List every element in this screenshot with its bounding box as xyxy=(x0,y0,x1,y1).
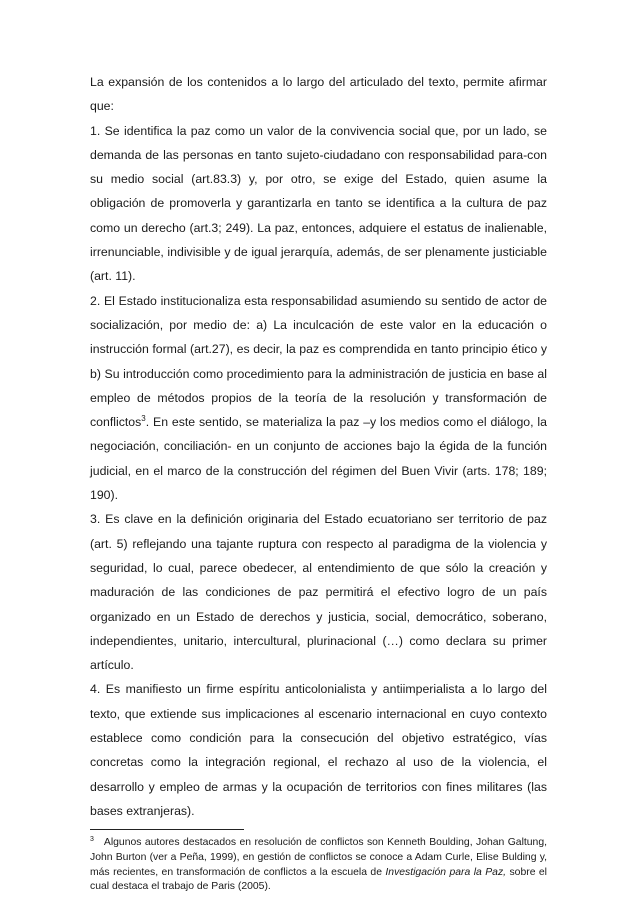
footnote-text-after: sobre el cual destaca el trabajo de Paris (2005). xyxy=(90,866,547,893)
point-3-paragraph: 3. Es clave en la definición originaria del Estado ecuatoriano ser territorio de paz (art. 5) reflejando una tajante ruptura con respecto al paradigma de la violencia y seguridad, lo cual, parece obedecer, al entendimiento de que sólo la creación y maduración de las condiciones de paz permitirá el efectivo logro de un país organizado en un Estado de derechos y justicia, social, democrático, soberano, independientes, unitario, intercultural, plurinacional (…) como declara su primer artículo. xyxy=(90,512,547,673)
point-1-paragraph: 1. Se identifica la paz como un valor de la convivencia social que, por un lado, se demanda de las personas en tanto sujeto-ciudadano con responsabilidad para-con su medio social (art.83.3) y, por otro, se exige del Estado, quien asume la obligación de promoverla y garantizarla en tanto se identifica a la cultura de paz como un derecho (art.3; 249). La paz, entonces, adquiere el estatus de inalienable, irrenunciable, indivisible y de igual jerarquía, además, de ser plenamente justiciable (art. 11). xyxy=(90,123,547,284)
footnote xyxy=(90,836,547,895)
footnote-reference: 3 xyxy=(141,414,146,424)
point-2-paragraph xyxy=(90,289,547,508)
footnote-text-before: Algunos autores destacados en resolución de conflictos son Kenneth Boulding, Johan Galtung, John Burton (ver a Peña, 1999), en gestión de conflictos se conoce a Adam Curle, Elise Bulding y, más recientes, en transformación de conflictos a la escuela de xyxy=(90,837,547,878)
footnote-separator xyxy=(90,829,244,830)
point-2-text-before: 2. El Estado institucionaliza esta responsabilidad asumiendo su sentido de actor de socialización, por medio de: a) La inculcación de este valor en la educación o instrucción formal (art.27), es decir, la paz es comprendida en tanto principio ético y b) Su introducción como procedimiento para la administración de justicia en base al empleo de métodos propios de la teoría de la resolución y transformación de conflictos xyxy=(90,293,547,430)
footnote-text-italic: Investigación para la Paz, xyxy=(385,866,507,878)
footnote-number: 3 xyxy=(90,835,94,843)
document-page xyxy=(90,70,547,895)
point-4-paragraph: 4. Es manifiesto un firme espíritu anticolonialista y antiimperialista a lo largo del texto, que extiende sus implicaciones al escenario internacional en cuyo contexto establece como condición para la consecución del objetivo estratégico, vías concretas como la integración regional, el rechazo al uso de la violencia, el desarrollo y empleo de armas y la ocupación de territorios con fines militares (las bases extranjeras). xyxy=(90,682,547,818)
point-2-text-after: . En este sentido, se materializa la paz –y los medios como el diálogo, la negociación, conciliación- en un conjunto de acciones bajo la égida de la función judicial, en el marco de la construcción del régimen del Buen Vivir (arts. 178; 189; 190). xyxy=(90,415,547,503)
intro-paragraph: La expansión de los contenidos a lo largo del articulado del texto, permite afirmar que: xyxy=(90,75,547,114)
